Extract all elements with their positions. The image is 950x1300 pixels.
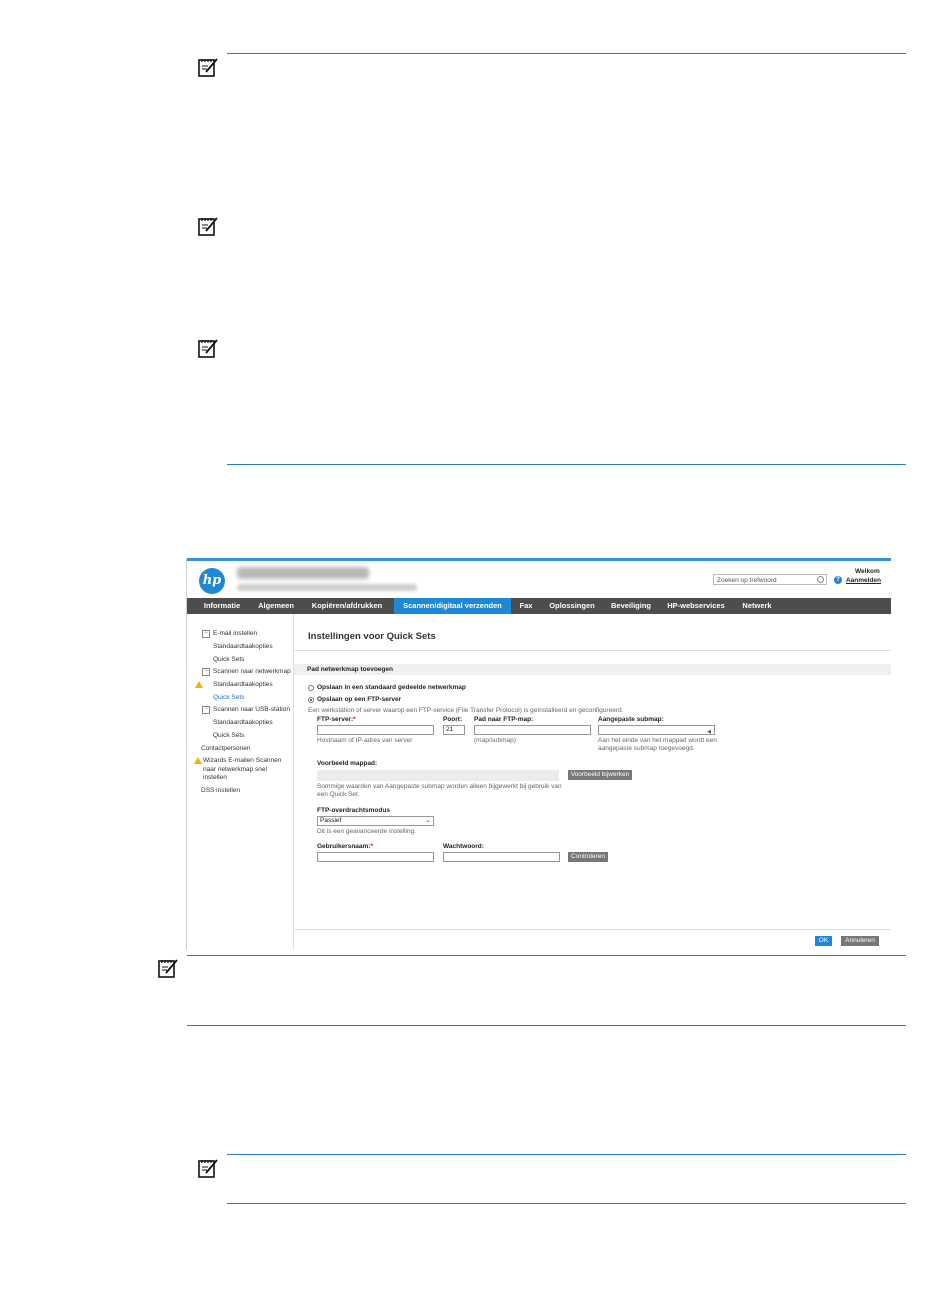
custom-subfolder-help: Aan het einde van het mappad wordt een aangepaste submap toegevoegd. bbox=[598, 737, 717, 752]
ews-screenshot bbox=[186, 558, 891, 950]
sidebar-item-folder-quicksets[interactable]: Quick Sets bbox=[213, 694, 245, 701]
collapse-icon[interactable]: − bbox=[202, 668, 210, 676]
collapse-icon[interactable]: − bbox=[202, 630, 210, 638]
chevron-down-icon: ⌄ bbox=[425, 817, 431, 824]
accent-bar bbox=[187, 558, 891, 561]
warning-icon bbox=[194, 757, 202, 764]
tab-kopieren[interactable]: Kopiëren/afdrukken bbox=[311, 601, 383, 610]
tab-netwerk[interactable]: Netwerk bbox=[742, 601, 772, 610]
ftp-server-help: Hostnaam of IP-adres van server bbox=[317, 737, 413, 744]
search-icon bbox=[817, 576, 824, 583]
tab-scannen[interactable]: Scannen/digitaal verzenden bbox=[394, 598, 511, 614]
transfer-mode-select[interactable]: Passief ⌄ bbox=[317, 816, 434, 826]
sidebar-item-dss[interactable]: DSS instellen bbox=[201, 787, 241, 794]
login-link[interactable]: Aanmelden bbox=[845, 577, 881, 584]
sidebar-item-email-defaults[interactable]: Standaardtaakopties bbox=[213, 643, 273, 650]
custom-subfolder-select[interactable] bbox=[598, 725, 715, 735]
sidebar bbox=[187, 614, 294, 950]
note-bottom-rule bbox=[227, 1203, 906, 1204]
sidebar-item-email[interactable]: E-mail instellen bbox=[213, 630, 258, 637]
verify-button[interactable]: Controleren bbox=[568, 852, 608, 862]
preview-label: Voorbeeld mappad: bbox=[317, 760, 378, 767]
search-input[interactable]: Zoeken op trefwoord bbox=[713, 574, 827, 585]
username-input[interactable] bbox=[317, 852, 434, 862]
help-icon[interactable]: ? bbox=[834, 576, 842, 584]
update-preview-button[interactable]: Voorbeeld bijwerken bbox=[568, 770, 632, 780]
port-label: Poort: bbox=[443, 716, 463, 723]
note-bottom-rule bbox=[227, 464, 906, 465]
ftp-server-input[interactable] bbox=[317, 725, 434, 735]
tab-hp-webservices[interactable]: HP-webservices bbox=[667, 601, 725, 610]
ftp-server-label: FTP-server:* bbox=[317, 716, 356, 723]
custom-subfolder-label: Aangepaste submap: bbox=[598, 716, 664, 723]
sidebar-item-email-quicksets[interactable]: Quick Sets bbox=[213, 656, 245, 663]
password-label: Wachtwoord: bbox=[443, 843, 484, 850]
footer-divider bbox=[294, 929, 891, 930]
note-top-rule bbox=[187, 955, 906, 956]
note-icon bbox=[197, 1157, 219, 1179]
note-top-rule bbox=[227, 53, 906, 54]
sidebar-item-usb[interactable]: Scannen naar USB-station bbox=[213, 706, 290, 713]
transfer-mode-help: Dit is een geavanceerde instelling. bbox=[317, 828, 417, 835]
note-bottom-rule bbox=[187, 1025, 906, 1026]
radio-ftp-label: Opslaan op een FTP-server bbox=[317, 696, 402, 703]
ok-button[interactable]: OK bbox=[815, 936, 832, 946]
ftp-path-label: Pad naar FTP-map: bbox=[474, 716, 534, 723]
sidebar-item-folder-defaults[interactable]: Standaardtaakopties bbox=[213, 681, 273, 688]
password-input[interactable] bbox=[443, 852, 560, 862]
sidebar-item-wizards[interactable]: Wizards E-mailen Scannen naar netwerkmap snel instellen bbox=[203, 757, 282, 781]
section-header: Pad netwerkmap toevoegen bbox=[294, 664, 891, 675]
cancel-button[interactable]: Annuleren bbox=[841, 936, 879, 946]
note-icon bbox=[197, 215, 219, 237]
tab-informatie[interactable]: Informatie bbox=[203, 601, 241, 610]
preview-path-field bbox=[317, 770, 559, 781]
sidebar-item-usb-defaults[interactable]: Standaardtaakopties bbox=[213, 719, 273, 726]
page-title: Instellingen voor Quick Sets bbox=[308, 631, 436, 642]
collapse-icon[interactable]: − bbox=[202, 706, 210, 714]
radio-standard-folder[interactable] bbox=[308, 685, 314, 691]
sidebar-item-usb-quicksets[interactable]: Quick Sets bbox=[213, 732, 245, 739]
port-input[interactable]: 21 bbox=[443, 725, 465, 735]
main-nav bbox=[187, 598, 891, 614]
ftp-description: Een werkstation of server waarop een FTP-service (File Transfer Protocol) is geïnstalleerd en geconfigureerd. bbox=[308, 707, 624, 714]
divider bbox=[294, 650, 891, 651]
preview-help: Sommige waarden van Aangepaste submap worden alleen bijgewerkt bij gebruik van een Quick Set. bbox=[317, 783, 562, 798]
printer-info-blurred bbox=[237, 584, 417, 591]
printer-name-blurred bbox=[237, 567, 369, 579]
username-label: Gebruikersnaam:* bbox=[317, 843, 373, 850]
tab-algemeen[interactable]: Algemeen bbox=[258, 601, 294, 610]
note-top-rule bbox=[227, 1154, 906, 1155]
sidebar-item-network-folder[interactable]: Scannen naar netwerkmap bbox=[213, 668, 291, 675]
tab-beveiliging[interactable]: Beveiliging bbox=[610, 601, 651, 610]
tab-fax[interactable]: Fax bbox=[519, 601, 533, 610]
transfer-mode-label: FTP-overdrachtsmodus bbox=[317, 807, 390, 814]
note-icon bbox=[197, 337, 219, 359]
note-icon bbox=[157, 957, 179, 979]
hp-logo: hp bbox=[199, 568, 225, 594]
ftp-path-help: (map/submap) bbox=[474, 737, 516, 744]
warning-icon bbox=[195, 681, 203, 688]
triangle-left-icon: ◀ bbox=[707, 729, 711, 735]
radio-standard-label: Opslaan in een standaard gedeelde netwerkmap bbox=[317, 684, 466, 691]
tab-oplossingen[interactable]: Oplossingen bbox=[549, 601, 595, 610]
sidebar-item-contacts[interactable]: Contactpersonen bbox=[201, 745, 251, 752]
welcome-text: Welkom bbox=[855, 568, 880, 575]
ftp-path-input[interactable] bbox=[474, 725, 591, 735]
radio-ftp-server[interactable] bbox=[308, 697, 314, 703]
note-icon bbox=[197, 56, 219, 78]
